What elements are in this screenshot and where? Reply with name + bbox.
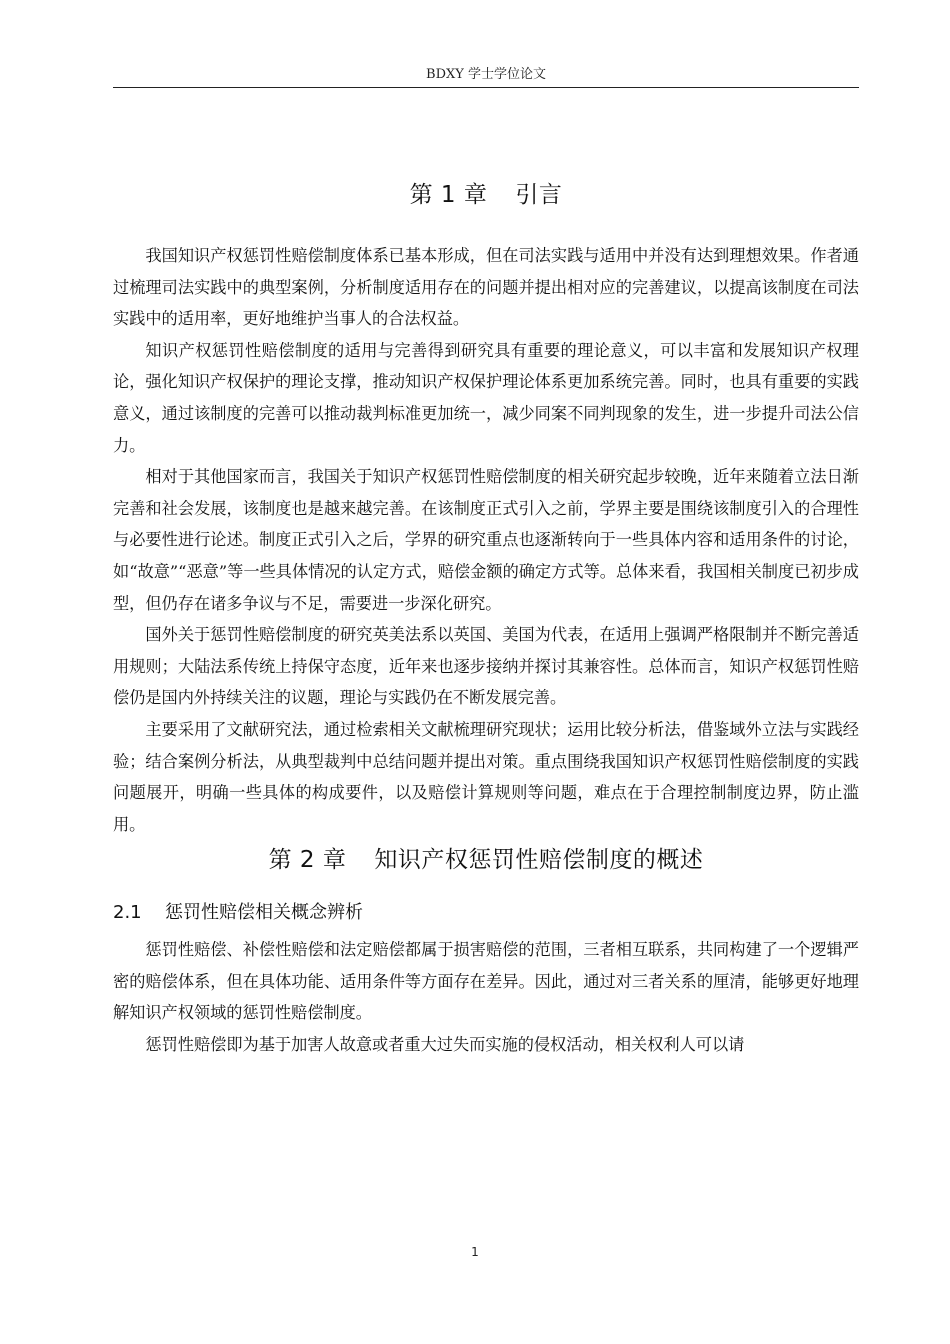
section-2-1-heading — [113, 896, 859, 930]
paragraph: 我国知识产权惩罚性赔偿制度体系已基本形成，但在司法实践与适用中并没有达到理想效果。作者通过梳理司法实践中的典型案例，分析制度适用存在的问题并提出相对应的完善建议，以提高该制度在司法实践中的适用率，更好地维护当事人的合法权益。 — [113, 246, 859, 329]
chapter-1-number: 第 1 章 — [409, 182, 488, 208]
chapter-2-heading — [113, 840, 859, 880]
chapter-1-body — [113, 240, 859, 840]
chapter-2-title: 知识产权惩罚性赔偿制度的概述 — [374, 847, 704, 874]
running-header: BDXY 学士学位论文 — [426, 67, 546, 82]
paragraph: 惩罚性赔偿即为基于加害人故意或者重大过失而实施的侵权活动，相关权利人可以请 — [145, 1035, 745, 1055]
paragraph: 国外关于惩罚性赔偿制度的研究英美法系以英国、美国为代表，在适用上强调严格限制并不断完善适用规则；大陆法系传统上持保守态度，近年来也逐步接纳并探讨其兼容性。总体而言，知识产权惩罚性赔偿仍是国内外持续关注的议题，理论与实践仍在不断发展完善。 — [113, 625, 859, 708]
paragraph: 相对于其他国家而言，我国关于知识产权惩罚性赔偿制度的相关研究起步较晚，近年来随着立法日渐完善和社会发展，该制度也是越来越完善。在该制度正式引入之前，学界主要是围绕该制度引入的合理性与必要性进行论述。制度正式引入之后，学界的研究重点也逐渐转向于一些具体内容和适用条件的讨论，如“故意”“恶意”等一些具体情况的认定方式，赔偿金额的确定方式等。总体来看，我国相关制度已初步成型，但仍存在诸多争议与不足，需要进一步深化研究。 — [113, 467, 859, 613]
header-rule — [113, 87, 859, 88]
paragraph: 惩罚性赔偿、补偿性赔偿和法定赔偿都属于损害赔偿的范围，三者相互联系，共同构建了一个逻辑严密的赔偿体系，但在具体功能、适用条件等方面存在差异。因此，通过对三者关系的厘清，能够更好地理解知识产权领域的惩罚性赔偿制度。 — [113, 940, 859, 1023]
section-title: 惩罚性赔偿相关概念辨析 — [165, 902, 363, 924]
section-2-1-body — [113, 934, 859, 1060]
page-content — [113, 175, 859, 1061]
paragraph: 知识产权惩罚性赔偿制度的适用与完善得到研究具有重要的理论意义，可以丰富和发展知识产权理论，强化知识产权保护的理论支撑，推动知识产权保护理论体系更加系统完善。同时，也具有重要的实践意义，通过该制度的完善可以推动裁判标准更加统一，减少同案不同判现象的发生，进一步提升司法公信力。 — [113, 340, 859, 455]
section-number: 2.1 — [113, 902, 142, 924]
chapter-1-title: 引言 — [515, 182, 563, 208]
chapter-1-heading — [113, 175, 859, 215]
chapter-2-number: 第 2 章 — [268, 847, 347, 874]
page-number: 1 — [471, 1245, 479, 1259]
paragraph: 主要采用了文献研究法，通过检索相关文献梳理研究现状；运用比较分析法，借鉴域外立法与实践经验；结合案例分析法，从典型裁判中总结问题并提出对策。重点围绕我国知识产权惩罚性赔偿制度的实践问题展开，明确一些具体的构成要件，以及赔偿计算规则等问题，难点在于合理控制制度边界，防止滥用。 — [113, 719, 859, 834]
